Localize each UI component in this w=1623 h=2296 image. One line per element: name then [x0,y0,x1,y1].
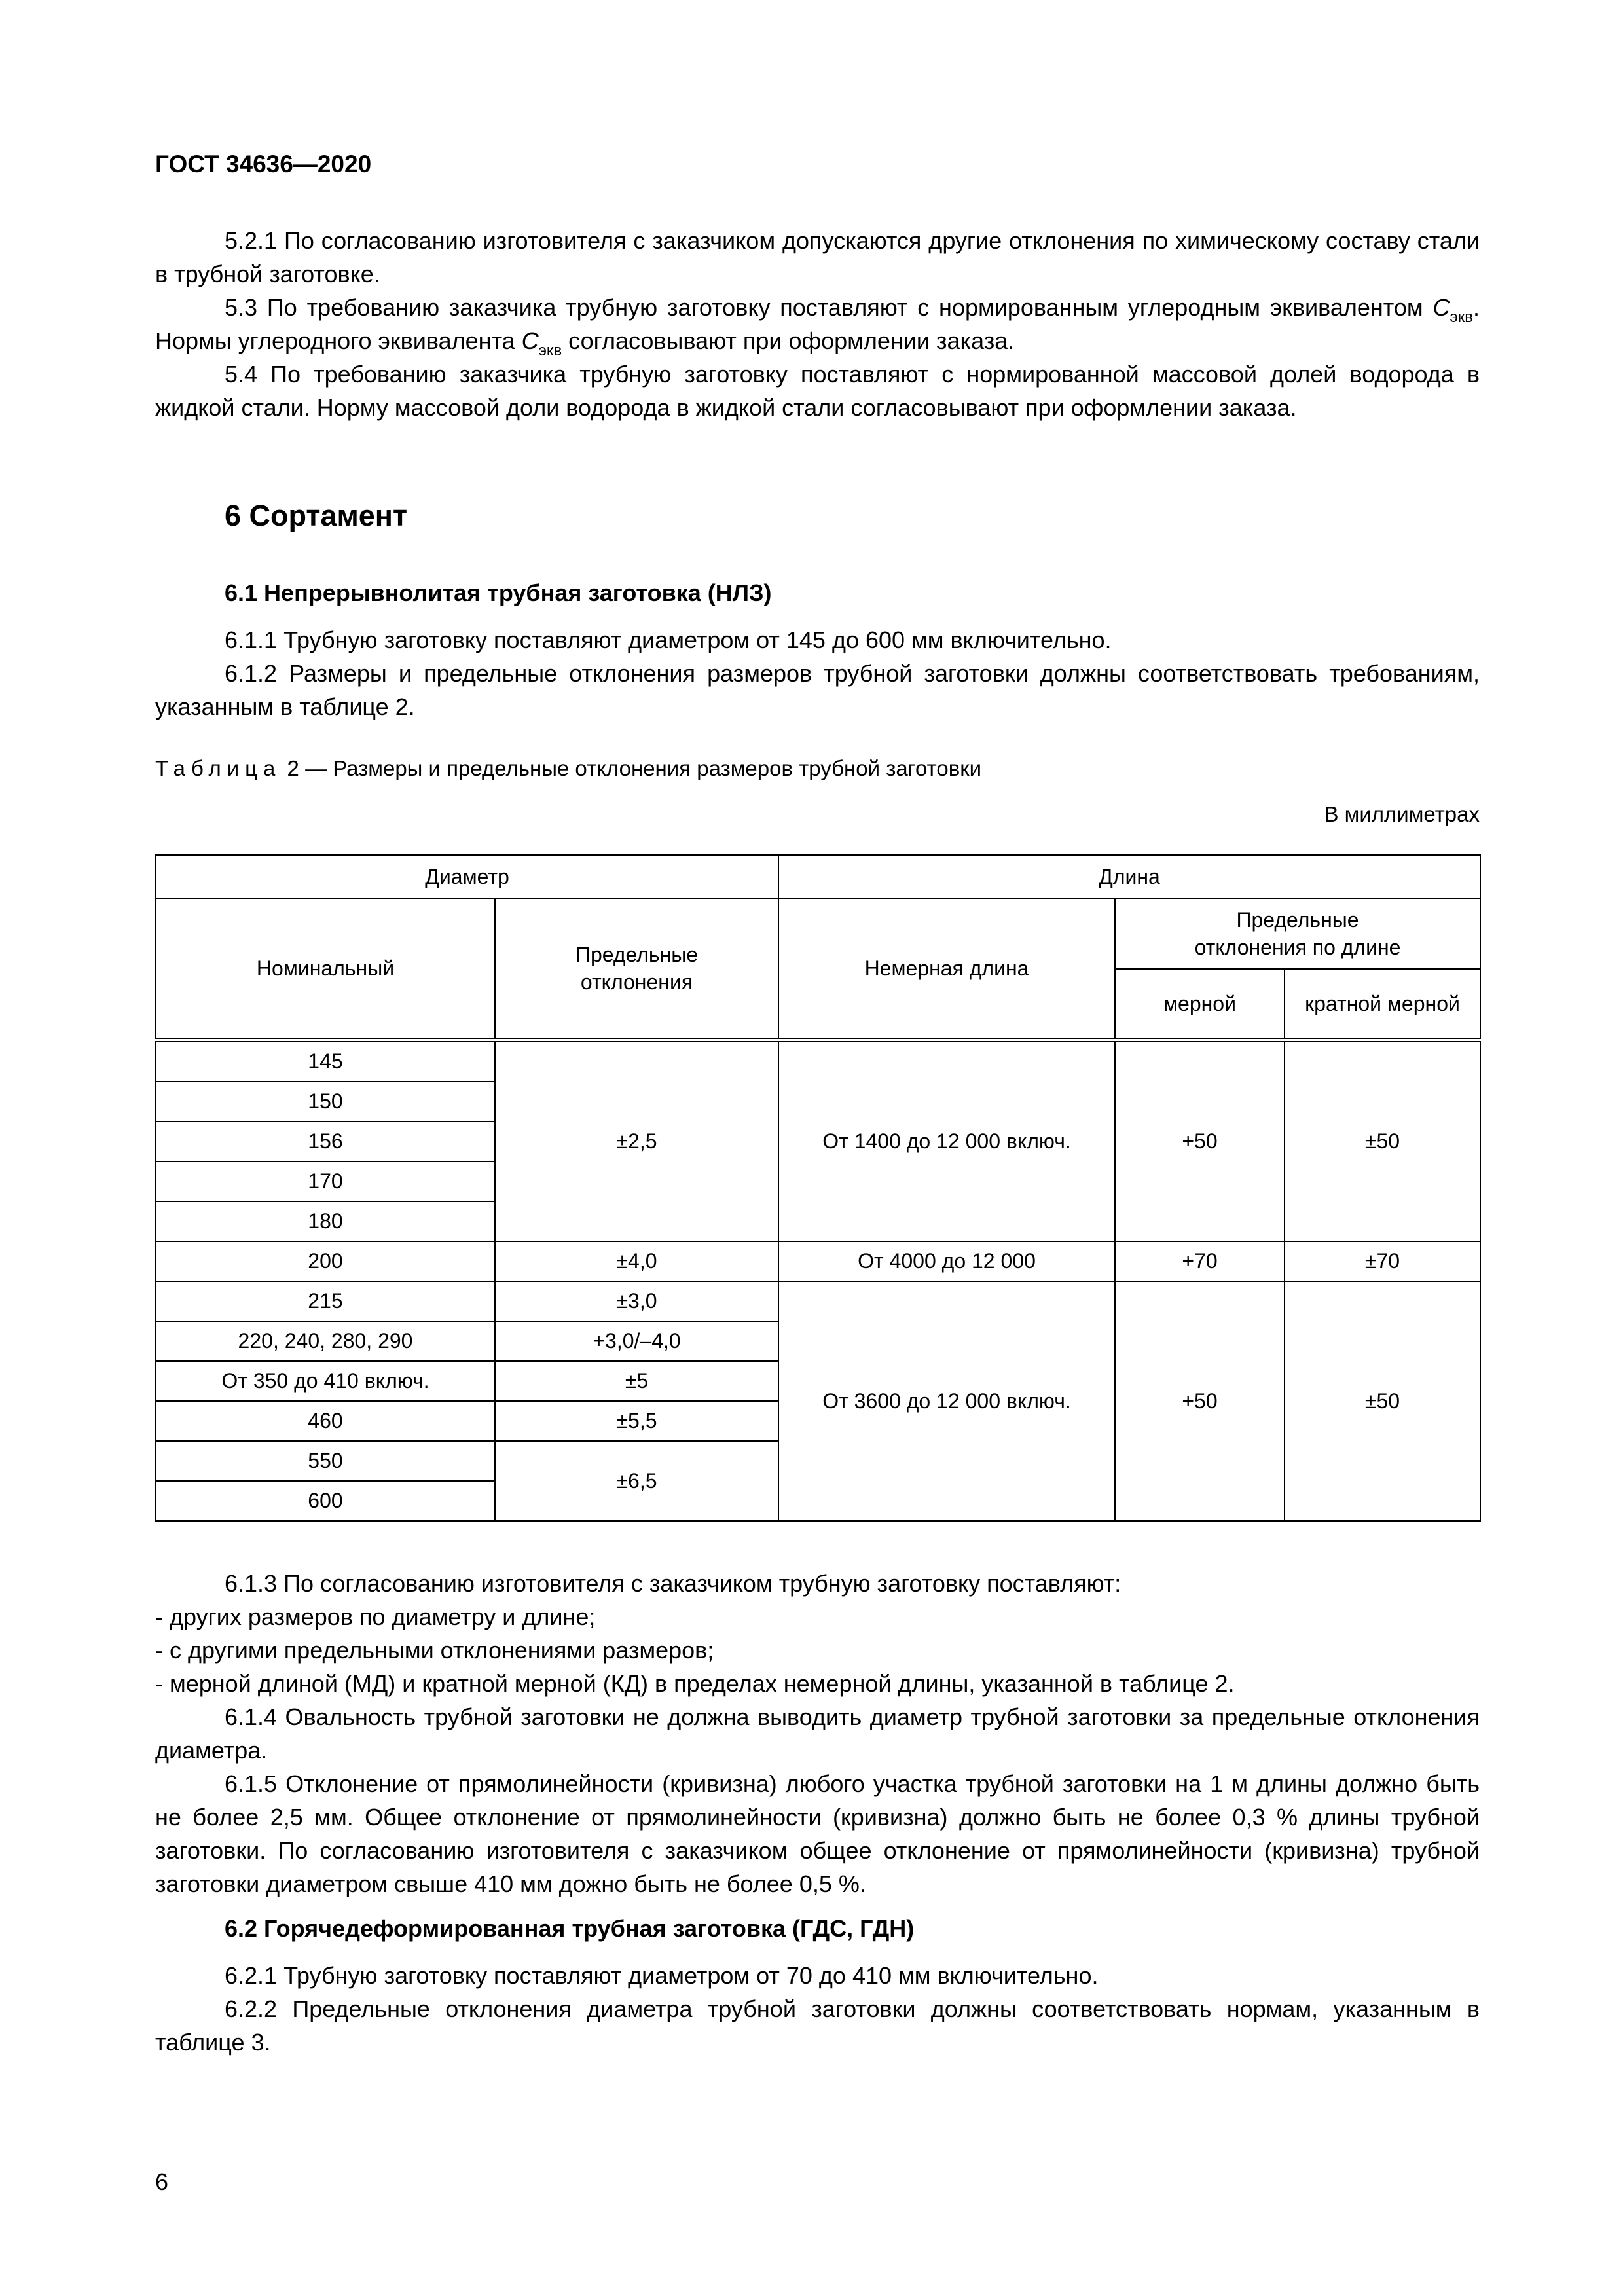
cell-measured: +50 [1115,1281,1285,1521]
cell-deviation: ±2,5 [495,1040,778,1241]
cell-multiple: ±50 [1285,1040,1480,1241]
header-multiple: кратной мерной [1285,969,1480,1040]
subscript: экв [1450,308,1473,326]
text: . Нормы углеродного эквивалента [155,294,1480,354]
list-item: - других размеров по диаметру и длине; [155,1603,596,1630]
paragraph-6-1-1: 6.1.1 Трубную заготовку поставляют диаметром от 145 до 600 мм включительно. [225,627,1112,653]
subscript: экв [538,342,562,359]
symbol: C [1432,294,1450,321]
cell-nominal: 600 [156,1481,495,1521]
paragraph-6-2-1: 6.2.1 Трубную заготовку поставляют диаметром от 70 до 410 мм включительно. [225,1962,1099,1989]
text: согласовывают при оформлении заказа. [562,327,1015,354]
paragraph-6-1-3: 6.1.3 По согласованию изготовителя с заказчиком трубную заготовку поставляют: [225,1570,1122,1597]
section-5-paragraphs [155,224,1480,424]
dimensions-table [155,854,1481,1522]
paragraph-6-2-2: 6.2.2 Предельные отклонения диаметра трубной заготовки должны соответствовать нормам, указанным в таблице 3. [155,1995,1480,2056]
cell-length: От 1400 до 12 000 включ. [778,1040,1115,1241]
cell-measured: +70 [1115,1241,1285,1281]
cell-nominal: 460 [156,1401,495,1441]
section-title: 6 Сортамент [225,499,408,532]
cell-nominal: 215 [156,1281,495,1321]
cell-nominal: 145 [156,1040,495,1082]
cell-nominal: 200 [156,1241,495,1281]
table-row [156,1040,1480,1082]
subsection-title-6-2: 6.2 Горячедеформированная трубная заготовка (ГДС, ГДН) [225,1915,915,1942]
paragraph-6-1-4: 6.1.4 Овальность трубной заготовки не должна выводить диаметр трубной заготовки за предельные отклонения диаметра. [155,1704,1480,1764]
list-item: - с другими предельными отклонениями размеров; [155,1637,714,1664]
cell-deviation: ±5,5 [495,1401,778,1441]
paragraph-5-4: 5.4 По требованию заказчика трубную заготовку поставляют с нормированной массовой долей водорода в жидкой стали. Норму массовой доли водорода в жидкой стали согласовывают при оформлении заказа. [155,361,1480,421]
cell-deviation: ±4,0 [495,1241,778,1281]
header-unmeasured: Немерная длина [778,898,1115,1040]
table-row [156,1281,1480,1321]
document-header: ГОСТ 34636—2020 [155,151,372,177]
caption-text: 2 — Размеры и предельные отклонения размеров трубной заготовки [281,756,982,780]
cell-nominal: 170 [156,1161,495,1201]
header-measured: мерной [1115,969,1285,1040]
text: 5.3 По требованию заказчика трубную заготовку поставляют с нормированным углеродным эквивалентом [225,294,1433,321]
cell-nominal: 220, 240, 280, 290 [156,1321,495,1361]
cell-measured: +50 [1115,1040,1285,1241]
cell-length: От 4000 до 12 000 [778,1241,1115,1281]
symbol: C [521,327,539,354]
header-deviations: Предельные отклонения [495,898,778,1040]
cell-nominal: 150 [156,1082,495,1121]
cell-deviation: ±5 [495,1361,778,1401]
cell-nominal: От 350 до 410 включ. [156,1361,495,1401]
table-row [156,1241,1480,1281]
cell-deviation: +3,0/–4,0 [495,1321,778,1361]
header-length: Длина [778,855,1480,898]
page-number: 6 [155,2168,169,2195]
caption-word: Таблица [155,756,282,780]
paragraph-5-3 [155,291,1480,357]
paragraph-6-1-5: 6.1.5 Отклонение от прямолинейности (кривизна) любого участка трубной заготовки на 1 м длины должно быть не более 2,5 мм. Общее отклонение от прямолинейности (кривизна) должно быть не более 0,3 % длины трубной заготовки. По согласованию изготовителя с заказчиком общее отклонение от прямолинейности (кривизна) трубной заготовки диаметром свыше 410 мм дожно быть не более 0,5 %. [155,1770,1480,1897]
paragraph-5-2-1: 5.2.1 По согласованию изготовителя с заказчиком допускаются другие отклонения по химическому составу стали в трубной заготовке. [155,227,1480,287]
cell-nominal: 550 [156,1441,495,1481]
header-diameter: Диаметр [156,855,778,898]
cell-deviation: ±3,0 [495,1281,778,1321]
cell-multiple: ±70 [1285,1241,1480,1281]
cell-multiple: ±50 [1285,1281,1480,1521]
subsection-title-6-1: 6.1 Непрерывнолитая трубная заготовка (НЛЗ) [225,579,772,606]
cell-nominal: 156 [156,1121,495,1161]
header-nominal: Номинальный [156,898,495,1040]
paragraph-6-1-2: 6.1.2 Размеры и предельные отклонения размеров трубной заготовки должны соответствовать требованиям, указанным в таблице 2. [155,660,1480,720]
list-item: - мерной длиной (МД) и кратной мерной (КД) в пределах немерной длины, указанной в таблице 2. [155,1670,1235,1697]
table-caption [155,756,1480,781]
cell-length: От 3600 до 12 000 включ. [778,1281,1115,1521]
table-units: В миллиметрах [1324,802,1480,826]
cell-deviation: ±6,5 [495,1441,778,1521]
cell-nominal: 180 [156,1201,495,1241]
header-length-dev: Предельные отклонения по длине [1115,898,1480,969]
